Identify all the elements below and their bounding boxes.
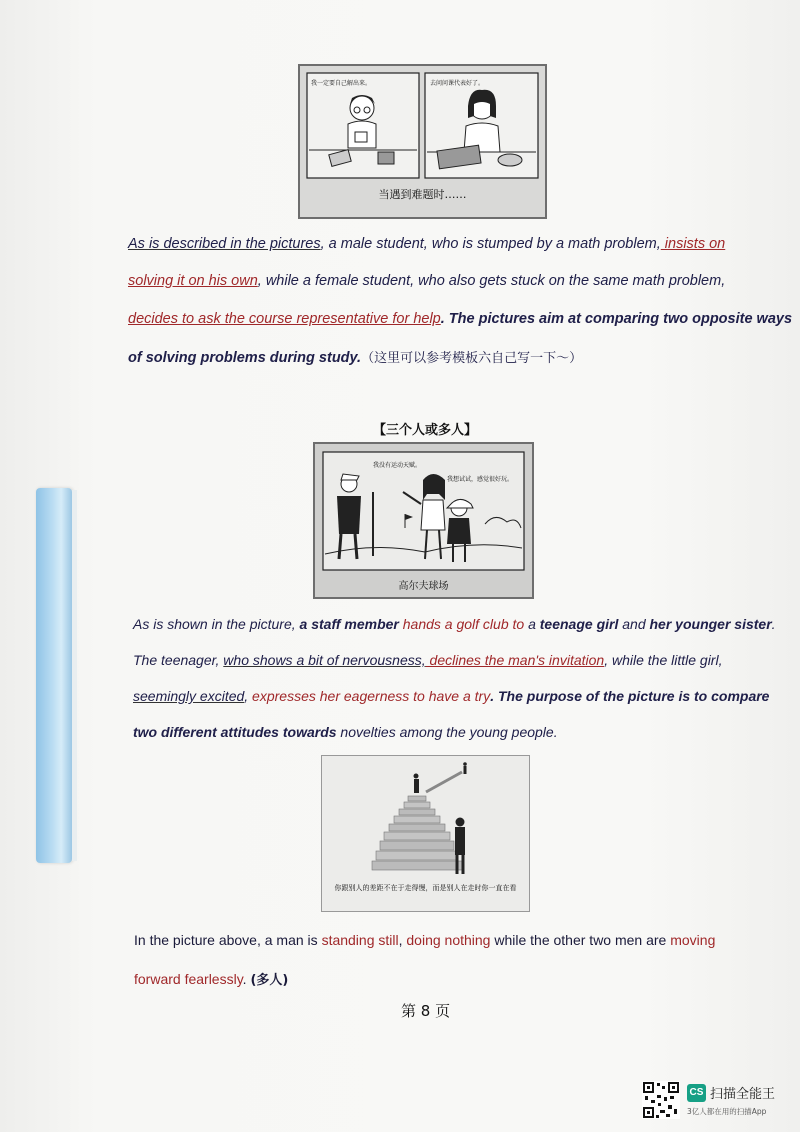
para3-line1: [134, 932, 715, 948]
para1-phrase-decides: decides to ask the course representative for help: [128, 311, 441, 327]
golf-bubble-right: 我想试试，感觉很好玩。: [447, 476, 514, 483]
para2-line3: [133, 688, 769, 704]
para3-phrase-forward: forward fearlessly: [134, 971, 243, 987]
comic-bubble-left: 我一定要自己解出来。: [311, 80, 372, 87]
para2-line4: [133, 724, 558, 740]
para2-phrase-eagerness: expresses her eagerness to have a try: [248, 688, 491, 704]
comic-bubble-right: 去问问课代表好了。: [430, 80, 485, 87]
para2-phrase-staff: a staff member: [299, 616, 399, 632]
para1-line2: [128, 273, 725, 289]
scanner-app-name: 扫描全能王: [710, 1087, 776, 1102]
para1-line3: [128, 311, 792, 327]
figure-comic-students: [298, 64, 547, 219]
para2-text: novelties among the young people.: [336, 724, 558, 740]
para2-phrase-teen: teenage girl: [539, 616, 619, 632]
para2-phrase-nervous: who shows a bit of nervousness,: [223, 652, 426, 668]
para2-phrase-attitudes: two different attitudes towards: [133, 724, 337, 740]
para3-text: while the other two men are: [490, 932, 671, 948]
para3-phrase-still: standing still: [321, 932, 399, 948]
para1-line4: [128, 347, 582, 366]
para1-phrase-insists: insists on: [660, 236, 726, 252]
para1-chinese-note: （这里可以参考模板六自己写一下～）: [361, 351, 583, 366]
para1-phrase-own: solving it on his own: [128, 273, 258, 289]
para1-text: . The pictures aim at comparing two opposite ways: [440, 311, 793, 327]
para3-phrase-moving: moving: [670, 932, 716, 948]
qr-code-icon: [642, 1081, 680, 1119]
para2-text: a: [524, 616, 540, 632]
para3-text: .: [242, 971, 251, 987]
figure-staircase: [321, 755, 530, 912]
para2-phrase-excited: seemingly excited: [133, 688, 245, 704]
scanner-tagline: 3亿人都在用的扫描App: [687, 1107, 767, 1116]
para2-text: , while the little girl,: [604, 652, 723, 668]
figure2-caption: 高尔夫球场: [398, 581, 449, 592]
para3-line2: [134, 969, 288, 988]
para2-text: .: [771, 616, 776, 632]
figure-golf-course: [313, 442, 534, 599]
para3-text: ,: [398, 932, 407, 948]
para2-text: The teenager,: [133, 652, 224, 668]
para2-phrase-declines: declines the man's invitation: [425, 652, 605, 668]
para2-phrase-sister: her younger sister: [649, 616, 772, 632]
blue-binder-tab: [36, 488, 72, 863]
figure3-caption: 你跟别人的差距不在于走得慢，而是别人在走时你一直在看: [334, 884, 517, 892]
para1-text: of solving problems during study.: [128, 350, 362, 366]
scanner-watermark: [642, 1081, 792, 1121]
para1-line1: [128, 236, 725, 252]
page-number: 第 8 页: [401, 1002, 451, 1020]
para3-text: In the picture above, a man is: [134, 932, 322, 948]
para1-text: , a male student, who is stumped by a math problem,: [320, 236, 661, 252]
para1-phrase-described: As is described in the pictures: [128, 236, 321, 252]
camscanner-logo-icon: CS: [687, 1084, 706, 1102]
para2-text: ,: [244, 688, 249, 704]
para2-line2: [133, 652, 722, 668]
para2-text: and: [618, 616, 650, 632]
golf-bubble-top: 我没有运动天赋。: [373, 462, 422, 469]
section-heading: 【三个人或多人】: [373, 423, 478, 438]
para3-phrase-nothing: doing nothing: [406, 932, 491, 948]
figure1-caption: 当遇到难题时……: [378, 188, 467, 201]
para2-text: . The purpose of the picture is to compare: [490, 688, 770, 704]
para2-text: As is shown in the picture,: [133, 616, 300, 632]
para2-phrase-hands: hands a golf club to: [398, 616, 525, 632]
para3-chinese-note: (多人): [250, 973, 289, 988]
para1-text: , while a female student, who also gets stuck on the same math problem,: [257, 273, 726, 289]
para2-line1: [133, 616, 776, 632]
